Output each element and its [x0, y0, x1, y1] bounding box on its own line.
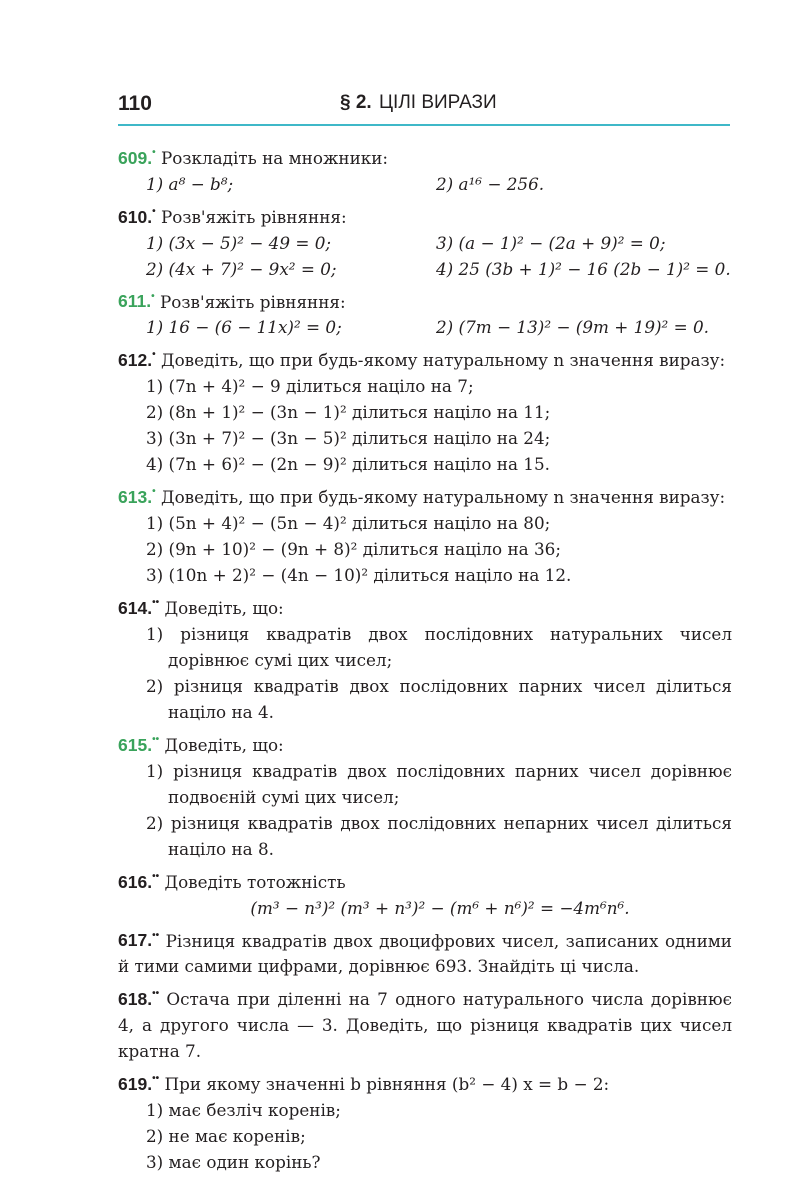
problem-text: При якому значенні b рівняння (b² − 4) x = b − 2:	[164, 1074, 610, 1095]
problem-613	[118, 481, 732, 588]
answer-row	[118, 314, 732, 340]
task-item: 1) (3x − 5)² − 49 = 0;	[146, 232, 332, 253]
task-item: 2) (7m − 13)² − (9m + 19)² = 0.	[436, 317, 710, 338]
problem-number: 609.•	[118, 147, 156, 168]
problem-614	[118, 592, 732, 725]
task-item: 2) a¹⁶ − 256.	[436, 173, 545, 194]
task-item: 3) (a − 1)² − (2a + 9)² = 0;	[436, 232, 666, 253]
problems-list	[118, 142, 732, 1179]
answer-row	[118, 256, 732, 282]
problem-number: 619.••	[118, 1073, 160, 1095]
task-item: 1) 16 − (6 − 11x)² = 0;	[146, 317, 342, 338]
problem-text: Доведіть, що при будь-якому натуральному n значення виразу:	[160, 350, 726, 371]
task-item: 2) (4x + 7)² − 9x² = 0;	[146, 258, 337, 279]
problem-number: 614.••	[118, 597, 160, 618]
task-item: 1) (7n + 4)² − 9 ділиться націло на 7;	[146, 376, 474, 397]
task-item: 1) a⁸ − b⁸;	[146, 173, 234, 194]
problem-number: 616.••	[118, 870, 160, 892]
problem-text: Різниця квадратів двох двоцифрових чисел, записаних одними й тими самими цифрами, дорівнює 693. Знайдіть ці числа.	[118, 930, 732, 977]
task-item: 1) має безліч коренів;	[146, 1100, 341, 1121]
problem-number: 611.•	[118, 290, 155, 312]
task-item: 3) (10n + 2)² − (4n − 10)² ділиться націло на 12.	[146, 565, 572, 586]
problem-text: Розв'яжіть рівняння:	[159, 291, 346, 312]
section-title	[340, 92, 497, 114]
problem-text: Доведіть тотожність	[164, 871, 346, 892]
task-item: 2) різниця квадратів двох послідовних парних чисел ділиться націло на 4.	[146, 675, 732, 722]
problem-number: 615.••	[118, 733, 160, 755]
problem-number: 613.•	[118, 486, 156, 508]
problem-text: Доведіть, що:	[164, 734, 284, 755]
task-item: 2) (9n + 10)² − (9n + 8)² ділиться націло на 36;	[146, 539, 561, 560]
problem-number: 612.•	[118, 349, 156, 371]
problem-615	[118, 729, 732, 862]
task-item: 4) (7n + 6)² − (2n − 9)² ділиться націло на 15.	[146, 454, 550, 475]
problem-619	[118, 1068, 732, 1175]
problem-609	[118, 142, 732, 197]
problem-616	[118, 866, 732, 921]
identity-formula: (m³ − n³)² (m³ + n³)² − (m⁶ + n⁶)² = −4m⁶n⁶.	[250, 897, 630, 918]
task-item: 2) різниця квадратів двох послідовних непарних чисел ділиться націло на 8.	[146, 812, 732, 859]
task-item: 2) (8n + 1)² − (3n − 1)² ділиться націло на 11;	[146, 402, 551, 423]
problem-text: Доведіть, що при будь-якому натуральному n значення виразу:	[160, 487, 726, 508]
section-title-text: ЦІЛІ ВИРАЗИ	[378, 92, 497, 113]
problem-text: Остача при діленні на 7 одного натурального числа дорівнює 4, а другого числа — 3. Доведіть, що різниця квадратів цих чисел кратна 7.	[118, 989, 732, 1062]
answer-row	[118, 230, 732, 256]
answer-row	[118, 171, 732, 197]
task-item: 1) різниця квадратів двох послідовних парних чисел дорівнює подвоєній сумі цих чисел;	[146, 760, 732, 807]
problem-number: 617.••	[118, 929, 160, 951]
problem-text: Розкладіть на множники:	[160, 147, 389, 168]
problem-610	[118, 201, 732, 282]
page-number: 110	[118, 92, 152, 115]
task-item: 3) (3n + 7)² − (3n − 5)² ділиться націло на 24;	[146, 428, 551, 449]
task-item: 1) різниця квадратів двох послідовних натуральних чисел дорівнює сумі цих чисел;	[146, 623, 732, 670]
problem-number: 618.••	[118, 988, 160, 1010]
problem-text: Розв'яжіть рівняння:	[160, 206, 347, 227]
task-item: 1) (5n + 4)² − (5n − 4)² ділиться націло на 80;	[146, 513, 551, 534]
task-item: 3) має один корінь?	[146, 1152, 321, 1173]
task-item: 2) не має коренів;	[146, 1126, 306, 1147]
task-item: 4) 25 (3b + 1)² − 16 (2b − 1)² = 0.	[436, 258, 731, 279]
problem-612	[118, 344, 732, 477]
section-mark: § 2.	[340, 92, 372, 113]
page-header	[118, 90, 730, 126]
problem-618	[118, 983, 732, 1064]
problem-number: 610.•	[118, 205, 156, 227]
problem-611	[118, 286, 732, 341]
problem-text: Доведіть, що:	[164, 597, 284, 618]
problem-617	[118, 925, 732, 980]
